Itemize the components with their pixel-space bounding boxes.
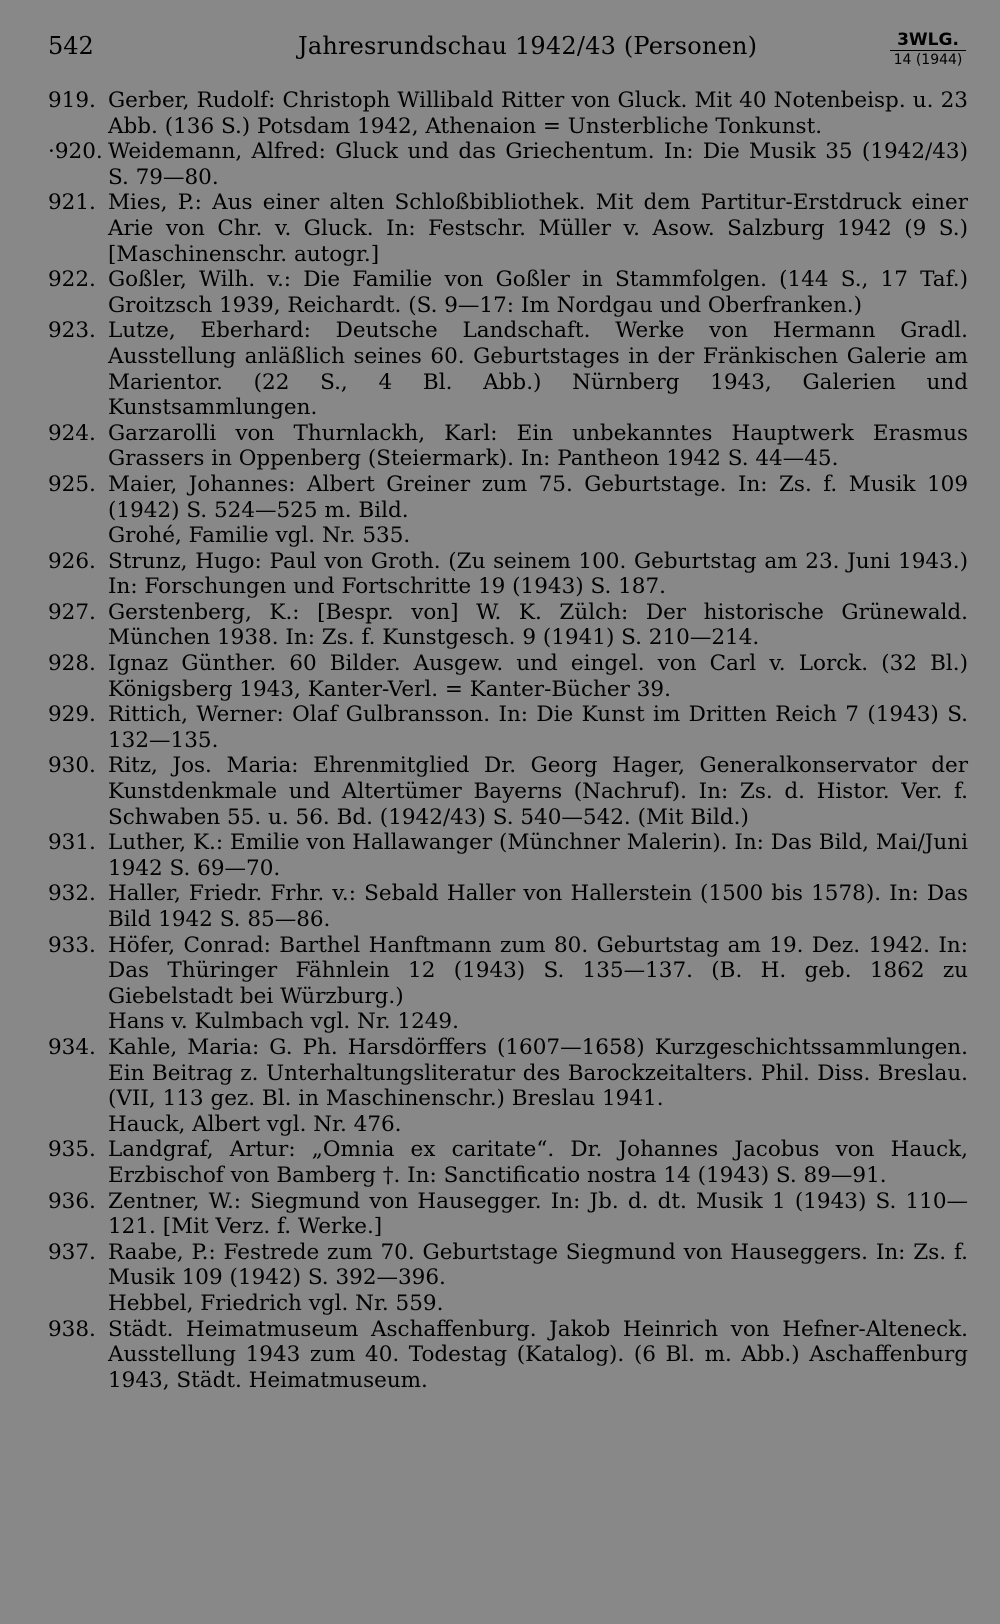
entry-number: 932.: [48, 881, 96, 907]
entry-number: 922.: [48, 267, 96, 293]
bibliography-entry: [48, 318, 968, 420]
entry-text: Ritz, Jos. Maria: Ehrenmitglied Dr. Georg Hager, Generalkonservator der Kunstdenkmale und Altertümer Bayerns (Nachruf). In: Zs. d. Histor. Ver. f. Schwaben 55. u. 56. Bd. (1942/43) S. 540—542. (Mit Bild.): [108, 753, 968, 830]
entry-text: Haller, Friedr. Frhr. v.: Sebald Haller von Hallerstein (1500 bis 1578). In: Das Bild 1942 S. 85—86.: [108, 881, 968, 932]
bibliography-entry: [48, 139, 968, 190]
entry-text: Mies, P.: Aus einer alten Schloßbibliothek. Mit dem Partitur-Erstdruck einer Arie von Chr. v. Gluck. In: Festschr. Müller v. Asow. Salzburg 1942 (9 S.) [Maschinenschr. autogr.]: [108, 190, 968, 267]
bibliography-entry: [48, 830, 968, 881]
bibliography-entry: [48, 549, 968, 600]
entry-number: 936.: [48, 1188, 96, 1214]
page-header: [48, 30, 970, 70]
entry-text: Kahle, Maria: G. Ph. Harsdörffers (1607—1658) Kurzgeschichtssammlungen. Ein Beitrag z. Unterhaltungsliteratur des Barockzeitalters. Phil. Diss. Breslau. (VII, 113 gez. Bl. in Maschinenschr.) Breslau 1941.: [108, 1034, 968, 1112]
bibliography-entry: [48, 421, 968, 472]
bibliography-entry: [48, 267, 968, 318]
bibliography-entry: [48, 1189, 968, 1240]
entry-number: 919.: [48, 88, 96, 113]
entry-text: Ignaz Günther. 60 Bilder. Ausgew. und eingel. von Carl v. Lorck. (32 Bl.) Königsberg 1943, Kanter-Verl. = Kanter-Bücher 39.: [108, 651, 968, 702]
bibliography-entry: [48, 702, 968, 753]
bibliography-entry: [48, 88, 968, 139]
entry-number: 923.: [48, 318, 96, 344]
entry-text: Städt. Heimatmuseum Aschaffenburg. Jakob Heinrich von Hefner-Alteneck. Ausstellung 1943 zum 40. Todestag (Katalog). (6 Bl. m. Abb.) Aschaffenburg 1943, Städt. Heimatmuseum.: [108, 1316, 968, 1393]
entry-text: Goßler, Wilh. v.: Die Familie von Goßler in Stammfolgen. (144 S., 17 Taf.) Groitzsch 1939, Reichardt. (S. 9—17: Im Nordgau und Oberfranken.): [108, 267, 968, 318]
entry-number: 929.: [48, 702, 96, 728]
entry-text: Lutze, Eberhard: Deutsche Landschaft. Werke von Hermann Gradl. Ausstellung anläßlich seines 60. Geburtstages in der Fränkischen Galerie am Marientor. (22 S., 4 Bl. Abb.) Nürnberg 1943, Galerien und Kunstsammlungen.: [108, 318, 968, 421]
bibliography-entry: [48, 1035, 968, 1112]
entry-text: Höfer, Conrad: Barthel Hanftmann zum 80. Geburtstag am 19. Dez. 1942. In: Das Thüringer Fähnlein 12 (1943) S. 135—137. (B. H. geb. 1862 zu Giebelstadt bei Würzburg.): [108, 932, 968, 1009]
bibliography-entry: [48, 753, 968, 830]
bibliography-entry: [48, 190, 968, 267]
journal-reference: [890, 30, 966, 69]
entry-number: 927.: [48, 599, 96, 625]
entry-number: 921.: [48, 190, 96, 216]
entry-text: Zentner, W.: Siegmund von Hausegger. In: Jb. d. dt. Musik 1 (1943) S. 110—121. [Mit Verz. f. Werke.]: [108, 1188, 968, 1240]
entry-text: Gerstenberg, K.: [Bespr. von] W. K. Zülch: Der historische Grünewald. München 1938. In: Zs. f. Kunstgesch. 9 (1941) S. 210—214.: [108, 599, 968, 651]
entry-number: 926.: [48, 548, 96, 574]
bibliography-entry: [48, 933, 968, 1010]
entry-text: Maier, Johannes: Albert Greiner zum 75. Geburtstage. In: Zs. f. Musik 109 (1942) S. 524—525 m. Bild.: [108, 471, 968, 523]
entry-number: ·920.: [48, 139, 103, 165]
cross-reference: Hans v. Kulmbach vgl. Nr. 1249.: [108, 1009, 459, 1035]
bibliography-entry: [48, 881, 968, 932]
entry-number: 924.: [48, 420, 96, 446]
entry-number: 930.: [48, 753, 96, 779]
entry-number: 938.: [48, 1316, 96, 1342]
entry-text: Gerber, Rudolf: Christoph Willibald Ritter von Gluck. Mit 40 Notenbeisp. u. 23 Abb. (136 S.) Potsdam 1942, Athenaion = Unsterbliche Tonkunst.: [108, 88, 968, 139]
entry-number: 934.: [48, 1034, 96, 1060]
bibliography-entry: [48, 472, 968, 523]
running-title: Jahresrundschau 1942/43 (Personen): [298, 32, 758, 60]
entry-number: 937.: [48, 1239, 96, 1265]
bibliography-list: [48, 88, 968, 1393]
bibliography-entry: [48, 600, 968, 651]
entry-text: Luther, K.: Emilie von Hallawanger (Münchner Malerin). In: Das Bild, Mai/Juni 1942 S. 69—70.: [108, 830, 968, 881]
entry-text: Weidemann, Alfred: Gluck und das Griechentum. In: Die Musik 35 (1942/43) S. 79—80.: [108, 139, 968, 190]
entry-text: Landgraf, Artur: „Omnia ex caritate“. Dr. Johannes Jacobus von Hauck, Erzbischof von Bamberg †. In: Sanctificatio nostra 14 (1943) S. 89—91.: [108, 1137, 968, 1188]
journal-volume: 14 (1944): [893, 52, 963, 68]
cross-reference: Grohé, Familie vgl. Nr. 535.: [108, 523, 411, 549]
journal-abbreviation: 3WLG.: [890, 30, 966, 51]
entry-number: 931.: [48, 830, 96, 856]
entry-text: Raabe, P.: Festrede zum 70. Geburtstage Siegmund von Hauseggers. In: Zs. f. Musik 109 (1942) S. 392—396.: [108, 1239, 968, 1291]
entry-text: Strunz, Hugo: Paul von Groth. (Zu seinem 100. Geburtstag am 23. Juni 1943.) In: Forschungen und Fortschritte 19 (1943) S. 187.: [108, 548, 968, 600]
entry-number: 928.: [48, 651, 96, 677]
entry-text: Rittich, Werner: Olaf Gulbransson. In: Die Kunst im Dritten Reich 7 (1943) S. 132—135.: [108, 702, 968, 753]
bibliography-entry: [48, 1240, 968, 1291]
entry-number: 933.: [48, 932, 96, 958]
page-number: 542: [48, 32, 94, 60]
bibliography-entry: [48, 651, 968, 702]
bibliography-entry: [48, 1317, 968, 1394]
cross-reference: Hauck, Albert vgl. Nr. 476.: [108, 1111, 402, 1137]
entry-text: Garzarolli von Thurnlackh, Karl: Ein unbekanntes Hauptwerk Erasmus Grassers in Oppenberg (Steiermark). In: Pantheon 1942 S. 44—45.: [108, 420, 968, 472]
entry-number: 925.: [48, 471, 96, 497]
bibliography-entry: [48, 1137, 968, 1188]
cross-reference: Hebbel, Friedrich vgl. Nr. 559.: [108, 1290, 444, 1316]
entry-number: 935.: [48, 1137, 96, 1163]
